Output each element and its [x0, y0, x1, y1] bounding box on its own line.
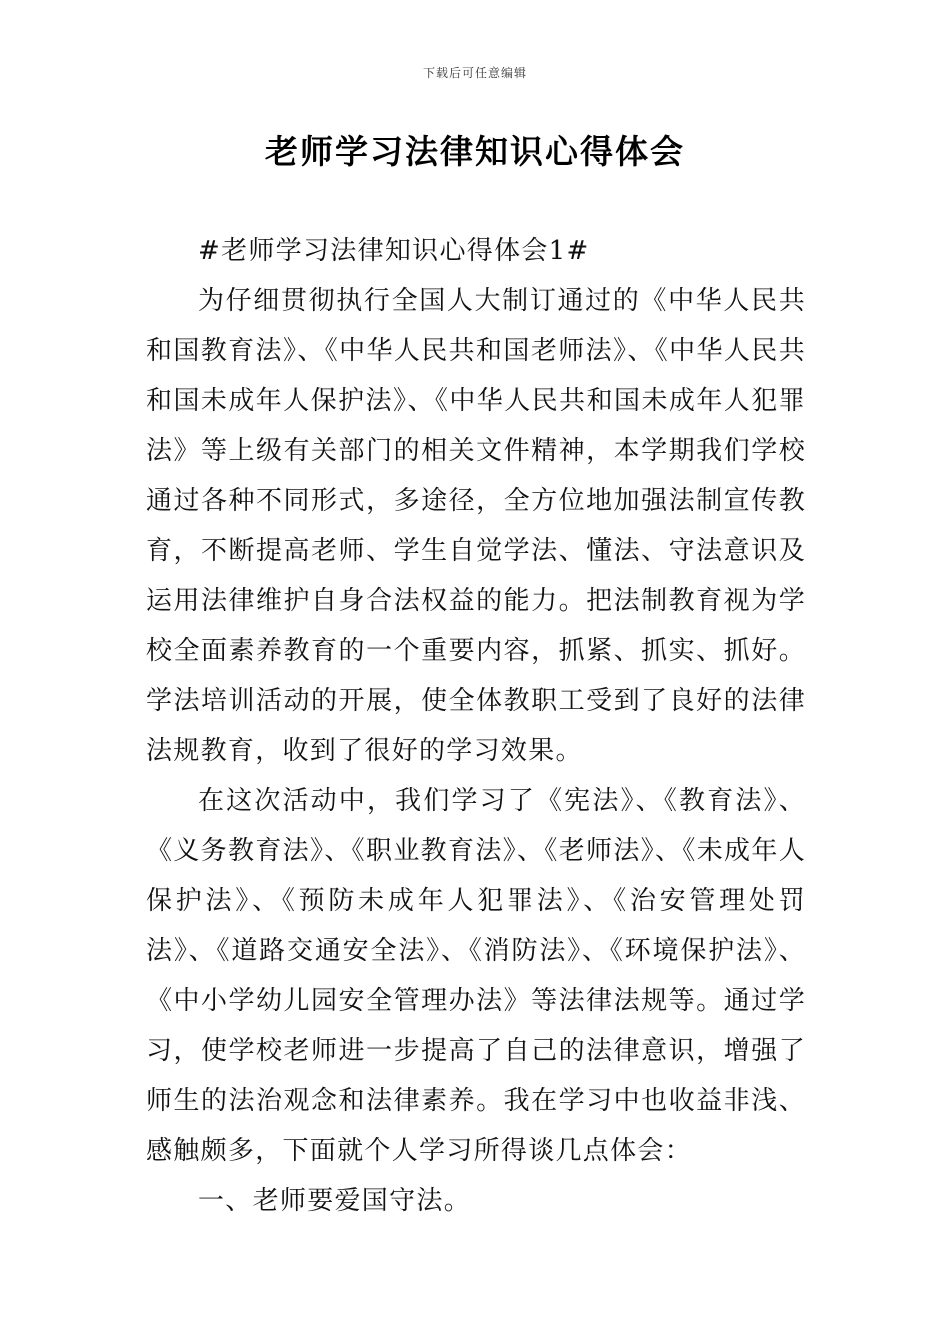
paragraph-3: 一、老师要爱国守法。 [198, 1186, 472, 1216]
section-heading: #老师学习法律知识心得体会1# [198, 236, 590, 266]
paragraph-1: 为仔细贯彻执行全国人大制订通过的《中华人民共和国教育法》、《中华人民共和国老师法》、《中华人民共和国未成年人保护法》、《中华人民共和国未成年人犯罪法》等上级有关部门的相关文件精神，本学期我们学校通过各种不同形式，多途径，全方位地加强法制宣传教育，不断提高老师、学生自觉学法、懂法、守法意识及运用法律维护自身合法权益的能力。把法制教育视为学校全面素养教育的一个重要内容，抓紧、抓实、抓好。学法培训活动的开展，使全体教职工受到了良好的法律法规教育，收到了很好的学习效果。 [146, 286, 806, 766]
document-title: 老师学习法律知识心得体会 [265, 132, 685, 171]
paragraph-2: 在这次活动中，我们学习了《宪法》、《教育法》、《义务教育法》、《职业教育法》、《老师法》、《未成年人保护法》、《预防未成年人犯罪法》、《治安管理处罚法》、《道路交通安全法》、《消防法》、《环境保护法》、《中小学幼儿园安全管理办法》等法律法规等。通过学习，使学校老师进一步提高了自己的法律意识，增强了师生的法治观念和法律素养。我在学习中也收益非浅、感触颇多，下面就个人学习所得谈几点体会： [146, 786, 806, 1166]
header-note: 下载后可任意编辑 [422, 66, 527, 80]
document-body [146, 226, 806, 1226]
